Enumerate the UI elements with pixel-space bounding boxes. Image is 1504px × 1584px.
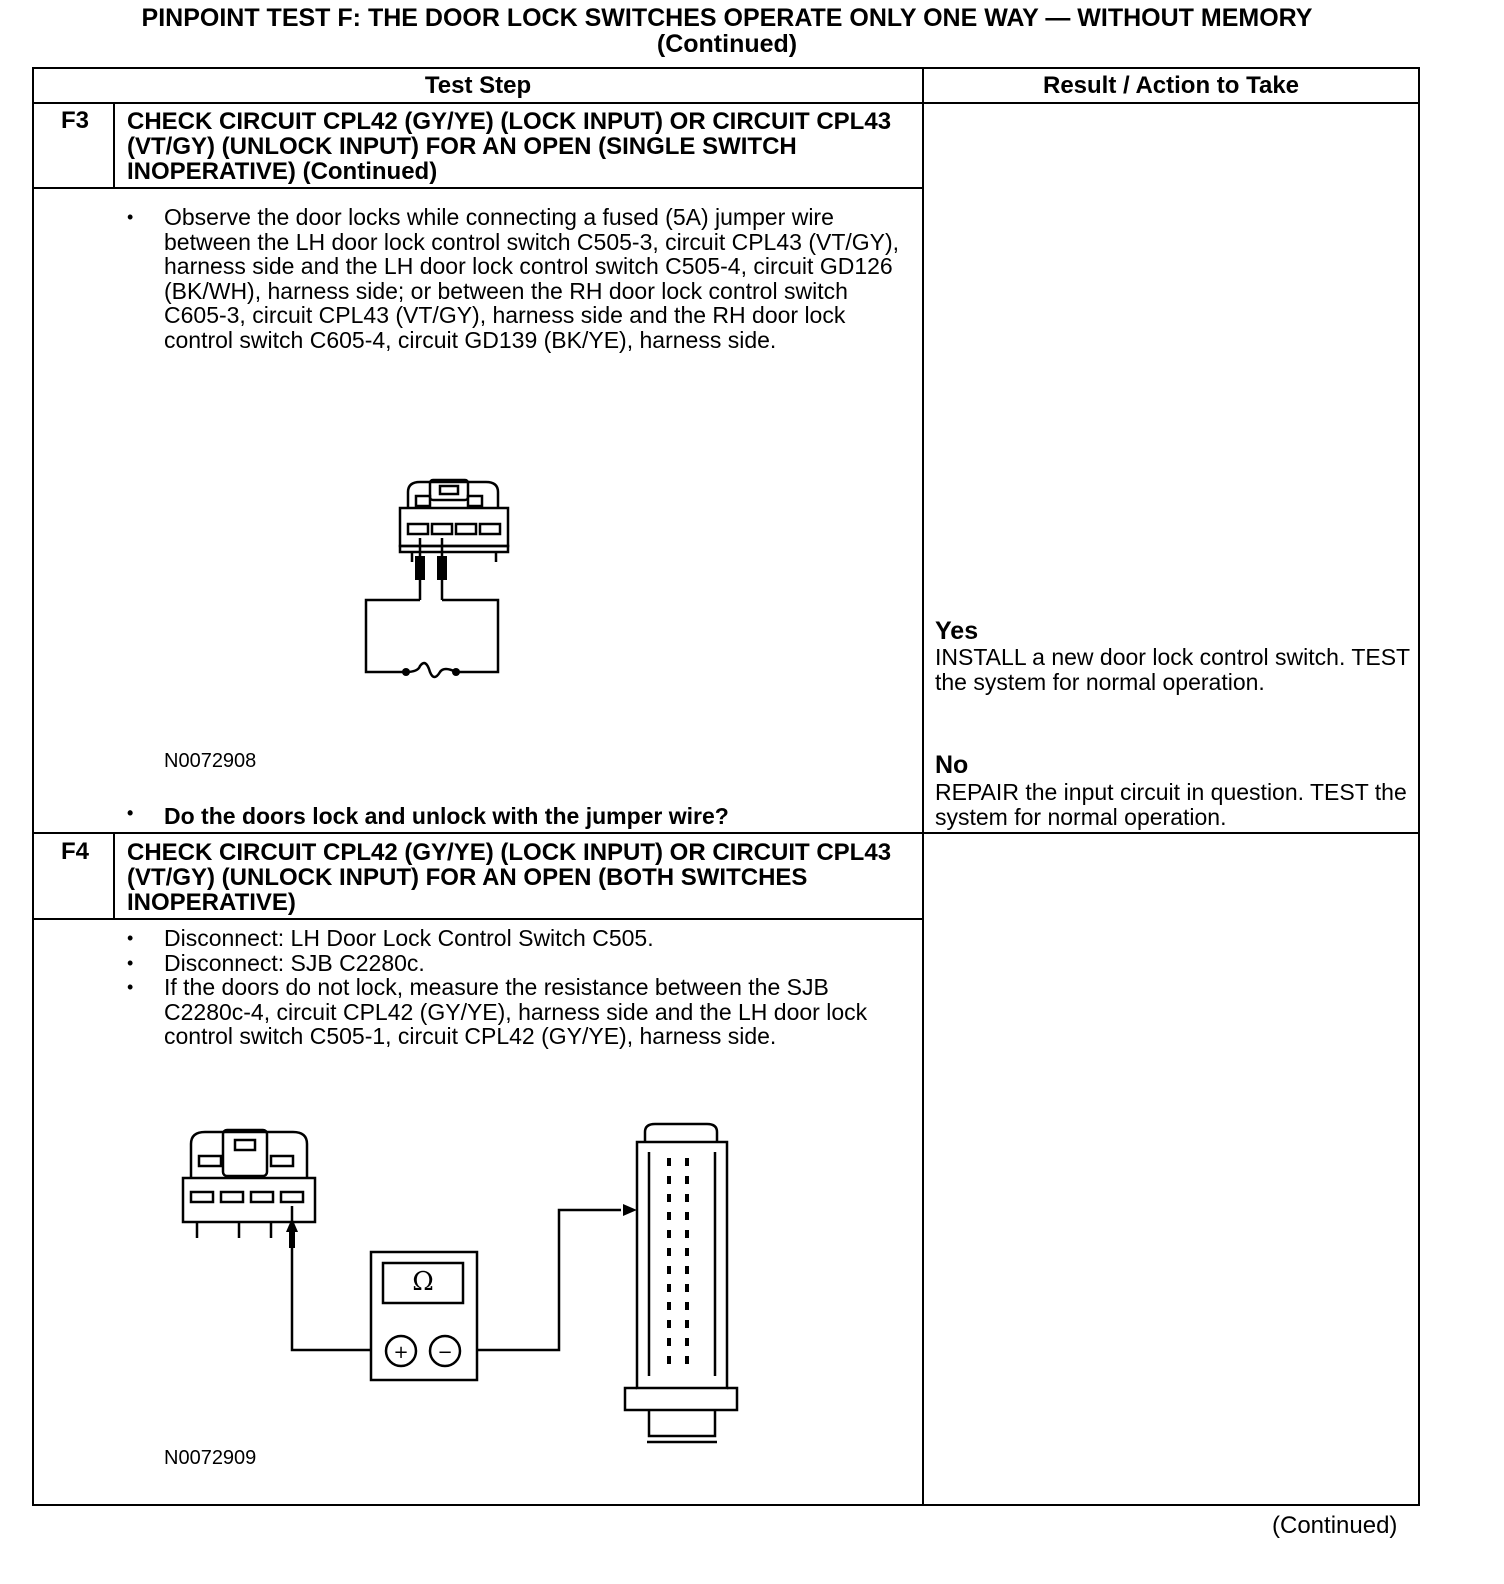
step-title-f4: CHECK CIRCUIT CPL42 (GY/YE) (LOCK INPUT) OR CIRCUIT CPL43 (VT/GY) (UNLOCK INPUT) FOR AN OPEN (BOTH SWITCHES INOPERATIVE) bbox=[127, 839, 892, 916]
f3-yes-label: Yes bbox=[935, 617, 979, 645]
figure-id-f4: N0072909 bbox=[164, 1447, 257, 1469]
list-item: • Disconnect: LH Door Lock Control Switch C505. bbox=[127, 926, 907, 951]
page-subtitle: (Continued) bbox=[656, 30, 798, 58]
list-item: • If the doors do not lock, measure the resistance between the SJB C2280c-4, circuit CPL42 (GY/YE), harness side and the LH door lock control switch C505-1, circuit CPL42 (GY/YE), harness side. bbox=[127, 975, 907, 1049]
f3-question: • Do the doors lock and unlock with the jumper wire? bbox=[127, 803, 729, 830]
meter-minus: − bbox=[437, 1342, 453, 1363]
page-title: PINPOINT TEST F: THE DOOR LOCK SWITCHES OPERATE ONLY ONE WAY — WITHOUT MEMORY bbox=[141, 4, 1313, 32]
meter-plus: + bbox=[393, 1342, 409, 1363]
meter-symbol: Ω bbox=[412, 1267, 434, 1297]
step-title-f3: CHECK CIRCUIT CPL42 (GY/YE) (LOCK INPUT) OR CIRCUIT CPL43 (VT/GY) (UNLOCK INPUT) FOR AN OPEN (SINGLE SWITCH INOPERATIVE) (Continued) bbox=[127, 108, 892, 185]
f3-instructions bbox=[127, 205, 907, 352]
list-item: • Disconnect: SJB C2280c. bbox=[127, 951, 907, 976]
header-test-step: Test Step bbox=[424, 72, 532, 99]
f4-instructions bbox=[127, 926, 907, 1049]
figure-id-f3: N0072908 bbox=[164, 750, 257, 772]
resistance-measurement-diagram bbox=[175, 1120, 755, 1450]
f3-yes-text: INSTALL a new door lock control switch. TEST the system for normal operation. bbox=[935, 644, 1410, 695]
f3-no-text: REPAIR the input circuit in question. TEST the system for normal operation. bbox=[935, 779, 1407, 830]
f3-no-label: No bbox=[935, 751, 969, 779]
continued-footer: (Continued) bbox=[1272, 1512, 1398, 1539]
step-id-f3: F3 bbox=[60, 107, 89, 134]
jumper-wire-diagram bbox=[360, 478, 520, 688]
list-item: • Observe the door locks while connecting a fused (5A) jumper wire between the LH door lock control switch C505-3, circuit CPL43 (VT/GY), harness side and the LH door lock control switch C505-4, circuit GD126 (BK/WH), harness side; or between the RH door lock control switch C605-3, circuit CPL43 (VT/GY), harness side and the RH door lock control switch C605-4, circuit GD139 (BK/YE), harness side. bbox=[127, 205, 907, 352]
step-id-f4: F4 bbox=[60, 838, 89, 865]
header-result: Result / Action to Take bbox=[1042, 72, 1300, 99]
